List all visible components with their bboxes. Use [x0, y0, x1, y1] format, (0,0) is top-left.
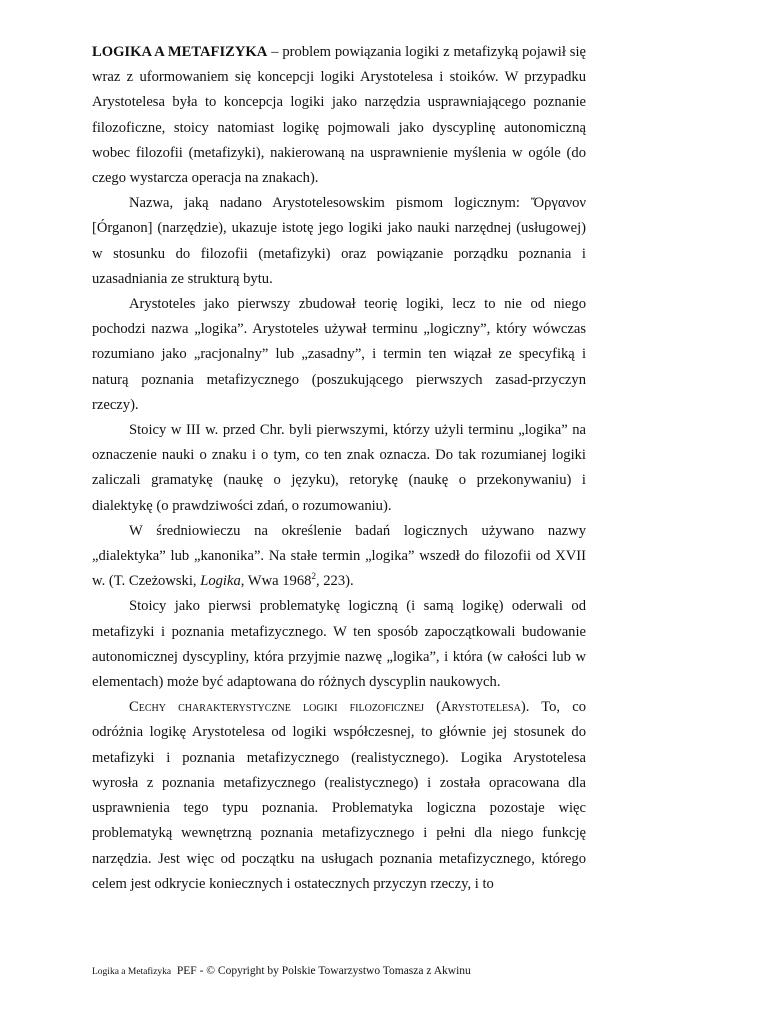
footer-entry-title: Logika a Metafizyka — [92, 967, 172, 977]
paragraph-2: Nazwa, jaką nadano Arystotelesowskim pismom logicznym: Ὄργανον [Órganon] (narzędzie), ukazuje istotę jego logiki jako nauki narzędnej (usługowej) w stosunku do filozofii (metafizyki) oraz powiązanie porządku poznania i uzasadniania ze strukturą bytu. — [92, 195, 586, 287]
citation-title: Logika — [200, 573, 241, 590]
paragraph-5-text-after: , 223). — [315, 573, 354, 590]
edition-superscript: 2 — [311, 571, 316, 582]
paragraph-5-text-middle: , Wwa 1968 — [240, 573, 312, 590]
entry-heading: LOGIKA A METAFIZYKA — [92, 44, 268, 60]
page-footer — [92, 965, 471, 977]
paragraph-6: Stoicy jako pierwsi problematykę logiczną (i samą logikę) oderwali od metafizyki i poznania metafizycznego. W ten sposób zapoczątkowali budowanie autonomicznej dyscypliny, która przyjmie nazwę „logika”, i która (w całości lub w elementach) może być adaptowana do różnych dyscyplin naukowych. — [92, 598, 586, 691]
paragraph-1 — [92, 40, 586, 191]
paragraph-1-text: – problem powiązania logiki z metafizyką pojawił się wraz z uformowaniem się koncepcji logiki Arystotelesa i stoików. W przypadku Arystotelesa była to koncepcja logiki jako narzędzia usprawniającego poznanie filozoficzne, stoicy natomiast logikę pojmowali jako dyscyplinę autonomiczną wobec filozofii (metafizyki), nakierowaną na usprawnienie myślenia w ogóle (do czego wystarcza operacja na znakach). — [92, 44, 586, 187]
paragraph-7-text: . To, co odróżnia logikę Arystotelesa od logiki współczesnej, to głównie jej stosunek do metafizyki i poznania metafizycznego (realistycznego). Logika Arystotelesa wyrosła z poznania metafizycznego (realistycznego) i została opracowana dla usprawnienia tego typu poznania. Problematyka logiczna pozostaje więc problematyką wewnętrzną poznania metafizycznego i pełni dla niego funkcję narzędzia. Jest więc od początku na usługach poznania metafizycznego, którego celem jest odkrycie koniecznych i ostatecznych przyczyn rzeczy, i to — [92, 699, 586, 892]
paragraph-5-text-before: W średniowieczu na określenie badań logicznych używano nazwy „dialektyka” lub „kanonika”. Na stałe termin „logika” wszedł do filozofii od XVII w. (T. Czeżowski, — [92, 522, 586, 590]
document-page — [92, 40, 586, 897]
paragraph-7 — [92, 695, 586, 897]
paragraph-5 — [92, 519, 586, 595]
footer-copyright: PEF - © Copyright by Polskie Towarzystwo Tomasza z Akwinu — [171, 965, 471, 977]
section-heading: Cechy charakterystyczne logiki filozoficznej (Arystotelesa) — [129, 699, 526, 716]
paragraph-4: Stoicy w III w. przed Chr. byli pierwszymi, którzy użyli terminu „logika” na oznaczenie nauki o znaku i o tym, co ten znak oznacza. Do tak rozumianej logiki zaliczali gramatykę (naukę o języku), retorykę (naukę o przekonywaniu) i dialektykę (o prawdziwości zdań, o rozumowaniu). — [92, 422, 586, 514]
paragraph-3: Arystoteles jako pierwszy zbudował teorię logiki, lecz to nie od niego pochodzi nazwa „logika”. Arystoteles używał terminu „logiczny”, który wówczas rozumiano jako „racjonalny” lub „zasadny”, i termin ten wiązał ze specyfiką i naturą poznania metafizycznego (poszukującego pierwszych zasad-przyczyn rzeczy). — [92, 296, 586, 413]
